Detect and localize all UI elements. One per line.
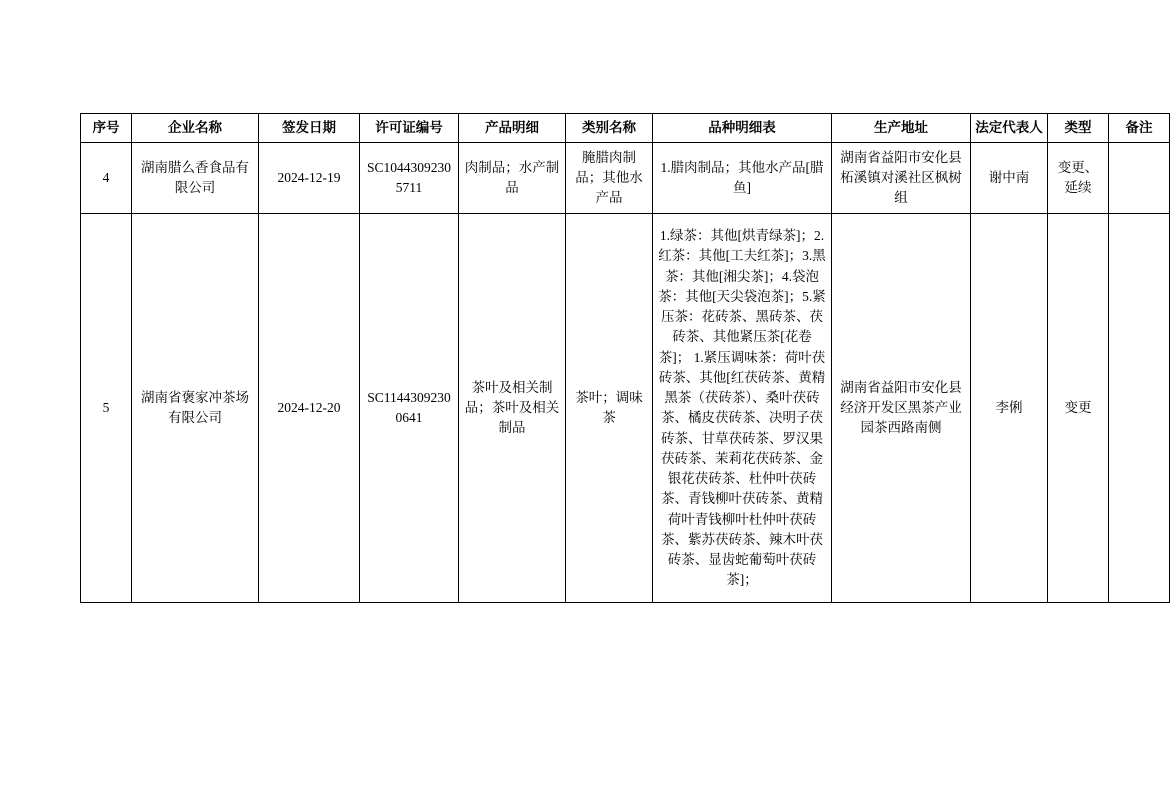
cell-legal-person: 李俐 <box>971 214 1048 603</box>
cell-variety: 1.绿茶：其他[烘青绿茶]；2.红茶：其他[工夫红茶]；3.黑茶：其他[湘尖茶]；4.袋泡茶：其他[天尖袋泡茶]；5.紧压茶：花砖茶、黑砖茶、茯砖茶、其他紧压茶[花卷茶]； 1.紧压调味茶：荷叶茯砖茶、其他[红茯砖茶、黄精黑茶（茯砖茶）、桑叶茯砖茶、橘皮茯砖茶、决明子茯砖茶、甘草茯砖茶、罗汉果茯砖茶、茉莉花茯砖茶、金银花茯砖茶、杜仲叶茯砖茶、青钱柳叶茯砖茶、黄精荷叶青钱柳叶杜仲叶茯砖茶、紫苏茯砖茶、辣木叶茯砖茶、显齿蛇葡萄叶茯砖茶]； <box>653 214 832 603</box>
table-row <box>81 143 1170 214</box>
cell-remark <box>1109 214 1170 603</box>
cell-issue-date: 2024-12-20 <box>259 214 360 603</box>
cell-address: 湖南省益阳市安化县经济开发区黑茶产业园茶西路南侧 <box>832 214 971 603</box>
cell-enterprise: 湖南腊么香食品有限公司 <box>132 143 259 214</box>
column-header-address: 生产地址 <box>832 114 971 143</box>
cell-remark <box>1109 143 1170 214</box>
cell-license-no: SC10443092305711 <box>360 143 459 214</box>
column-header-license-no: 许可证编号 <box>360 114 459 143</box>
cell-legal-person: 谢中南 <box>971 143 1048 214</box>
cell-category: 腌腊肉制品；其他水产品 <box>566 143 653 214</box>
cell-product: 茶叶及相关制品；茶叶及相关制品 <box>459 214 566 603</box>
column-header-type: 类型 <box>1048 114 1109 143</box>
cell-type: 变更、延续 <box>1048 143 1109 214</box>
license-table <box>80 113 1170 603</box>
cell-issue-date: 2024-12-19 <box>259 143 360 214</box>
table-header <box>81 114 1170 143</box>
cell-license-no: SC11443092300641 <box>360 214 459 603</box>
cell-enterprise: 湖南省褒家冲茶场有限公司 <box>132 214 259 603</box>
table-row <box>81 214 1170 603</box>
column-header-category: 类别名称 <box>566 114 653 143</box>
table-header-row <box>81 114 1170 143</box>
cell-address: 湖南省益阳市安化县柘溪镇对溪社区枫树组 <box>832 143 971 214</box>
column-header-remark: 备注 <box>1109 114 1170 143</box>
column-header-product: 产品明细 <box>459 114 566 143</box>
table-body <box>81 143 1170 603</box>
column-header-issue-date: 签发日期 <box>259 114 360 143</box>
cell-variety: 1.腊肉制品；其他水产品[腊鱼] <box>653 143 832 214</box>
column-header-variety: 品种明细表 <box>653 114 832 143</box>
cell-seq: 5 <box>81 214 132 603</box>
column-header-enterprise: 企业名称 <box>132 114 259 143</box>
column-header-seq: 序号 <box>81 114 132 143</box>
column-header-legal-person: 法定代表人 <box>971 114 1048 143</box>
cell-type: 变更 <box>1048 214 1109 603</box>
cell-product: 肉制品；水产制品 <box>459 143 566 214</box>
cell-category: 茶叶；调味茶 <box>566 214 653 603</box>
cell-seq: 4 <box>81 143 132 214</box>
